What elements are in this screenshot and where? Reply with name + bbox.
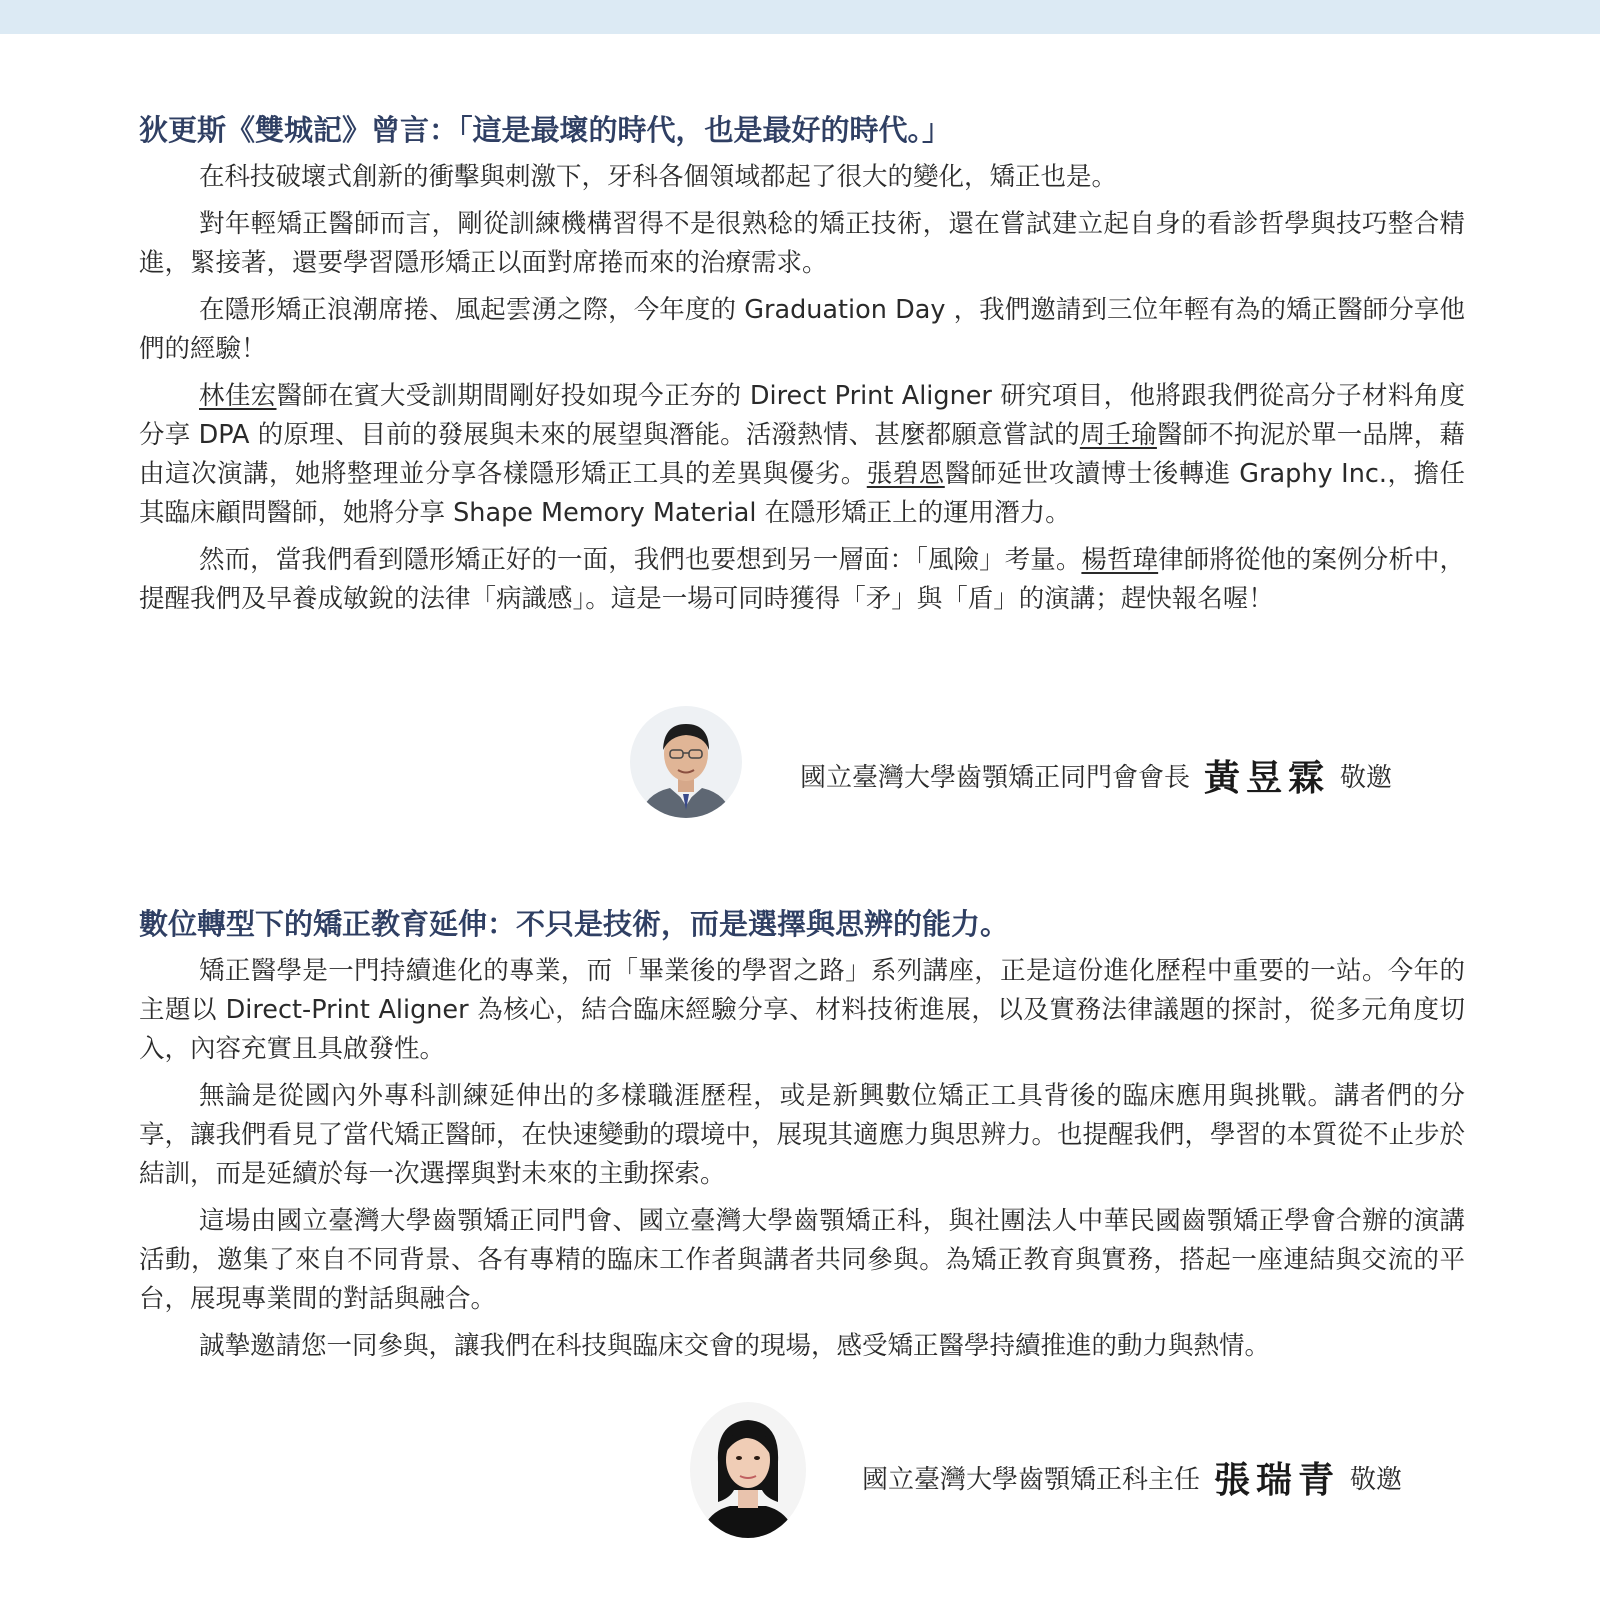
- speaker-name-1: 林佳宏: [199, 381, 277, 411]
- section1-paragraph-2: 對年輕矯正醫師而言，剛從訓練機構習得不是很熟稔的矯正技術，還在嘗試建立起自身的看診哲學與技巧整合精進，緊接著，還要學習隱形矯正以面對席捲而來的治療需求。: [139, 209, 1465, 278]
- section2-paragraph-2: 無論是從國內外專科訓練延伸出的多樣職涯歷程，或是新興數位矯正工具背後的臨床應用與挑戰。講者們的分享，讓我們看見了當代矯正醫師，在快速變動的環境中，展現其適應力與思辨力。也提醒我們，學習的本質從不止步於結訓，而是延續於每一次選擇與對未來的主動探索。: [139, 1081, 1466, 1189]
- signature-title: 國立臺灣大學齒顎矯正科主任: [862, 1465, 1201, 1495]
- section-director-letter: [139, 902, 1465, 1374]
- signature-suffix: 敬邀: [1340, 763, 1393, 793]
- signature-title: 國立臺灣大學齒顎矯正同門會會長: [800, 763, 1191, 793]
- director-portrait-photo: [690, 1402, 806, 1538]
- speaker-name-2: 周壬瑜: [1079, 420, 1157, 450]
- signature-name: 黃昱霖: [1204, 757, 1331, 799]
- section1-paragraph-3: 在隱形矯正浪潮席捲、風起雲湧之際，今年度的 Graduation Day ，我們邀請到三位年輕有為的矯正醫師分享他們的經驗！: [139, 295, 1465, 364]
- section1-heading: 狄更斯《雙城記》曾言：「這是最壞的時代，也是最好的時代。」: [139, 113, 952, 147]
- section1-paragraph-4: 林佳宏醫師在賓大受訓期間剛好投如現今正夯的 Direct Print Aligner 研究項目，他將跟我們從高分子材料角度分享 DPA 的原理、目前的發展與未來的展望與潛能。活潑熱情、甚麼都願意嘗試的周壬瑜醫師不拘泥於單一品牌，藉由這次演講，她將整理並分享各樣隱形矯正工具的差異與優劣。張碧恩醫師延世攻讀博士後轉進 Graphy Inc.，擔任其臨床顧問醫師，她將分享 Shape Memory Material 在隱形矯正上的運用潛力。: [139, 381, 1465, 528]
- section-president-letter: [139, 108, 1465, 627]
- signature-suffix: 敬邀: [1350, 1465, 1403, 1495]
- section1-signature: [800, 750, 1392, 801]
- section2-paragraph-4: 誠摯邀請您一同參與，讓我們在科技與臨床交會的現場，感受矯正醫學持續推進的動力與熱情。: [199, 1331, 1271, 1361]
- section2-heading: 數位轉型下的矯正教育延伸：不只是技術，而是選擇與思辨的能力。: [139, 907, 1010, 941]
- president-portrait-photo: [630, 706, 742, 818]
- section2-paragraph-1: 矯正醫學是一門持續進化的專業，而「畢業後的學習之路」系列講座，正是這份進化歷程中重要的一站。今年的主題以 Direct-Print Aligner 為核心，結合臨床經驗分享、材料技術進展，以及實務法律議題的探討，從多元角度切入，內容充實且具啟發性。: [139, 956, 1465, 1064]
- speaker-name-3: 張碧恩: [866, 459, 945, 489]
- section1-paragraph-1: 在科技破壞式創新的衝擊與刺激下，牙科各個領域都起了很大的變化，矯正也是。: [199, 162, 1118, 192]
- top-banner-strip: [0, 0, 1600, 34]
- signature-name: 張瑞青: [1214, 1459, 1341, 1501]
- section2-paragraph-3: 這場由國立臺灣大學齒顎矯正同門會、國立臺灣大學齒顎矯正科，與社團法人中華民國齒顎矯正學會合辦的演講活動，邀集了來自不同背景、各有專精的臨床工作者與講者共同參與。為矯正教育與實務，搭起一座連結與交流的平台，展現專業間的對話與融合。: [139, 1206, 1465, 1314]
- speaker-name-4: 楊哲瑋: [1081, 545, 1159, 575]
- section1-paragraph-5: 然而，當我們看到隱形矯正好的一面，我們也要想到另一層面：「風險」考量。楊哲瑋律師將從他的案例分析中，提醒我們及早養成敏銳的法律「病識感」。這是一場可同時獲得「矛」與「盾」的演講；趕快報名喔！: [139, 545, 1465, 614]
- section2-signature: [862, 1452, 1402, 1503]
